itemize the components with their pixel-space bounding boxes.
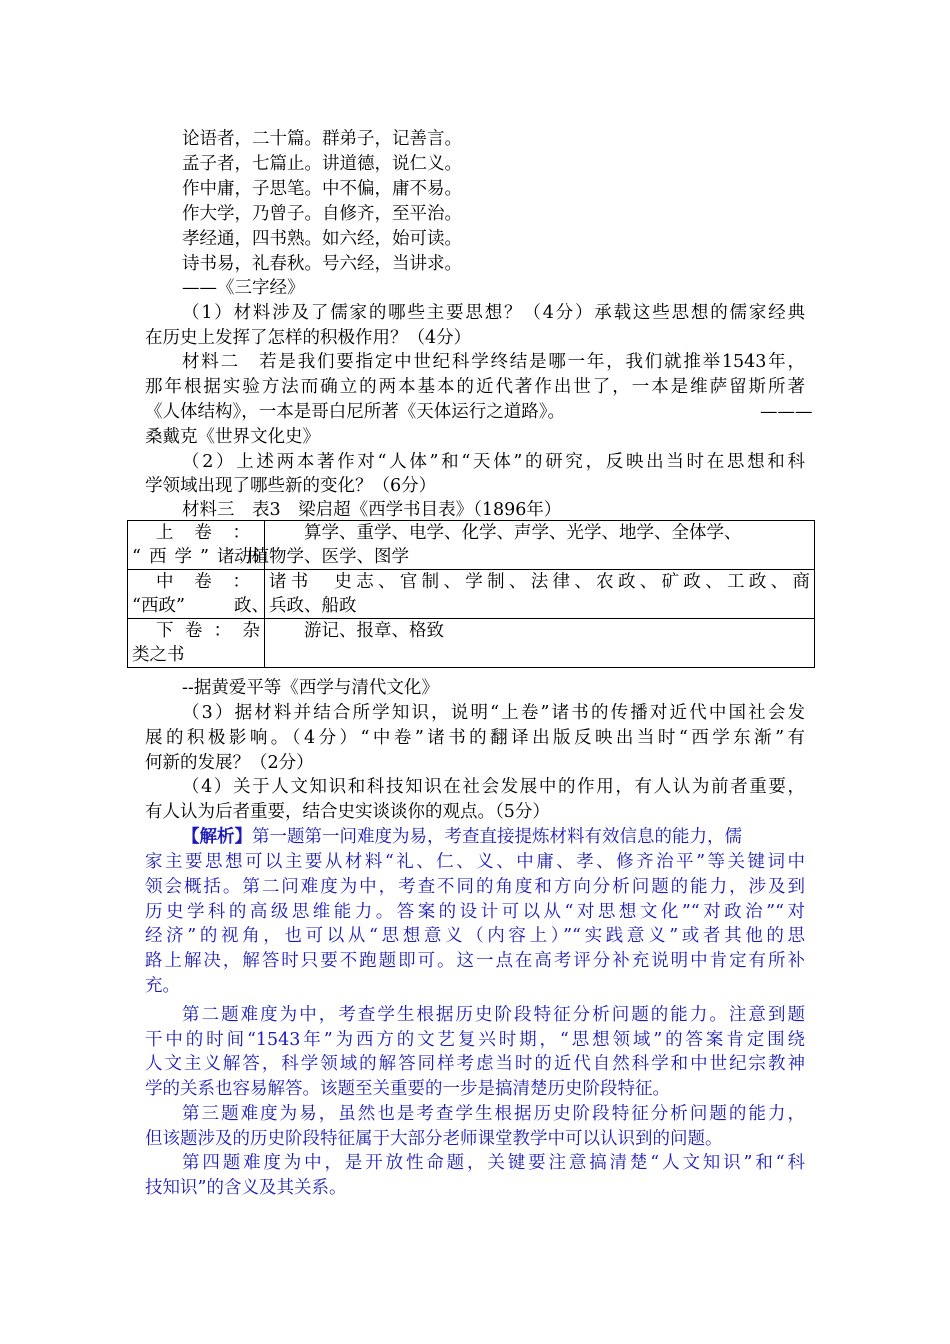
- head-line: 类之书: [132, 645, 185, 665]
- analysis-line: 第三题难度为易，虽然也是考查学生根据历史阶段特征分析问题的能力，: [182, 1104, 805, 1124]
- analysis-line: 人文主义解答，科学领域的解答同样考虑当时的近代自然科学和中世纪宗教神: [145, 1054, 805, 1074]
- material-2-source: 桑戴克《世界文化史》: [145, 427, 320, 447]
- analysis-line: 第二题难度为中，考查学生根据历史阶段特征分析问题的能力。注意到题: [182, 1005, 805, 1025]
- material-3-source: --据黄爱平等《西学与清代文化》: [182, 678, 439, 698]
- poem-line: 作中庸，子思笔。中不偏，庸不易。: [182, 179, 462, 199]
- head-line: 上 卷 ：: [156, 523, 250, 543]
- question-3-line: 何新的发展？（2分）: [145, 753, 314, 773]
- head-line: 下卷：杂: [156, 621, 260, 641]
- question-3-line: 展的积极影响。（4分）“中卷”诸书的翻译出版反映出当时“西学东渐”有: [145, 728, 805, 748]
- table-row: [128, 521, 815, 570]
- analysis-line: 路上解决，解答时只要不跑题即可。这一点在高考评分补充说明中肯定有所补: [145, 951, 805, 971]
- table-row: [128, 619, 815, 668]
- table-body-cell: [265, 619, 815, 668]
- analysis-line: [182, 825, 805, 849]
- table-body-cell: [234, 570, 815, 619]
- question-1-line: （1）材料涉及了儒家的哪些主要思想？（4分）承载这些思想的儒家经典: [182, 303, 805, 323]
- table-row: [128, 570, 815, 619]
- question-1-line: 在历史上发挥了怎样的积极作用？（4分）: [145, 328, 472, 348]
- body-line: 诸书 史志、官制、学制、法律、农政、矿政、工政、商: [269, 572, 810, 592]
- table-body-cell: [234, 521, 815, 570]
- question-2-line: （2）上述两本著作对“人体”和“天体”的研究，反映出当时在思想和科: [182, 452, 805, 472]
- material-2-dash: ———: [760, 402, 813, 422]
- analysis-text: 第一题第一问难度为易，考查直接提炼材料有效信息的能力，儒: [252, 827, 742, 847]
- analysis-line: 领会概括。第二问难度为中，考查不同的角度和方向分析问题的能力，涉及到: [145, 877, 805, 897]
- analysis-line: 充。: [145, 976, 180, 996]
- poem-source: ——《三字经》: [182, 278, 305, 298]
- material-2-line: 那年根据实验方法而确立的两本基本的近代著作出世了，一本是维萨留斯所著: [145, 377, 805, 397]
- question-4-line: 有人认为后者重要，结合史实谈谈你的观点。（5分）: [145, 802, 550, 822]
- analysis-line: 学的关系也容易解答。该题至关重要的一步是搞清楚历史阶段特征。: [145, 1079, 670, 1099]
- poem-line: 诗书易，礼春秋。号六经，当讲求。: [182, 254, 462, 274]
- material-2-line: 《人体结构》，一本是哥白尼所著《天体运行之道路》。: [145, 402, 565, 422]
- analysis-line: 历史学科的高级思维能力。答案的设计可以从“对思想文化”“对政治”“对: [145, 902, 805, 922]
- analysis-line: 第四题难度为中，是开放性命题，关键要注意搞清楚“人文知识”和“科: [182, 1153, 805, 1173]
- poem-line: 论语者，二十篇。群弟子，记善言。: [182, 129, 462, 149]
- poem-line: 作大学，乃曾子。自修齐，至平治。: [182, 204, 462, 224]
- body-line: 政、兵政、船政: [234, 596, 357, 616]
- question-2-line: 学领域出现了哪些新的变化？（6分）: [145, 476, 437, 496]
- head-line: “西学”诸书: [132, 547, 260, 567]
- material-3-caption: 材料三 表3 梁启超《西学书目表》（1896年）: [182, 500, 562, 520]
- question-3-line: （3）据材料并结合所学知识，说明“上卷”诸书的传播对近代中国社会发: [182, 703, 805, 723]
- table-head-cell: [128, 619, 265, 668]
- analysis-line: 技知识”的含义及其关系。: [145, 1178, 347, 1198]
- body-line: 动植物学、医学、图学: [234, 547, 409, 567]
- analysis-tag: 【解析】: [182, 827, 252, 847]
- body-line: 游记、报章、格致: [304, 621, 444, 641]
- analysis-line: 干中的时间“1543年”为西方的文艺复兴时期，“思想领域”的答案肯定围绕: [145, 1030, 805, 1050]
- analysis-line: 经济”的视角，也可以从“思想意义（内容上）”“实践意义”或者其他的思: [145, 926, 805, 946]
- book-catalog-table: [127, 520, 815, 668]
- head-line: 中 卷 ：: [156, 572, 250, 592]
- body-line: 算学、重学、电学、化学、声学、光学、地学、全体学、: [304, 523, 742, 543]
- poem-line: 孟子者，七篇止。讲道德，说仁义。: [182, 154, 462, 174]
- head-line: “西政”: [132, 596, 185, 616]
- material-2-line: 材料二 若是我们要指定中世纪科学终结是哪一年，我们就推举1543年，: [182, 352, 805, 372]
- poem-line: 孝经通，四书熟。如六经，始可读。: [182, 229, 462, 249]
- question-4-line: （4）关于人文知识和科技知识在社会发展中的作用，有人认为前者重要，: [182, 777, 805, 797]
- analysis-line: 但该题涉及的历史阶段特征属于大部分老师课堂教学中可以认识到的问题。: [145, 1129, 723, 1149]
- analysis-line: 家主要思想可以主要从材料“礼、仁、义、中庸、孝、修齐治平”等关键词中: [145, 852, 805, 872]
